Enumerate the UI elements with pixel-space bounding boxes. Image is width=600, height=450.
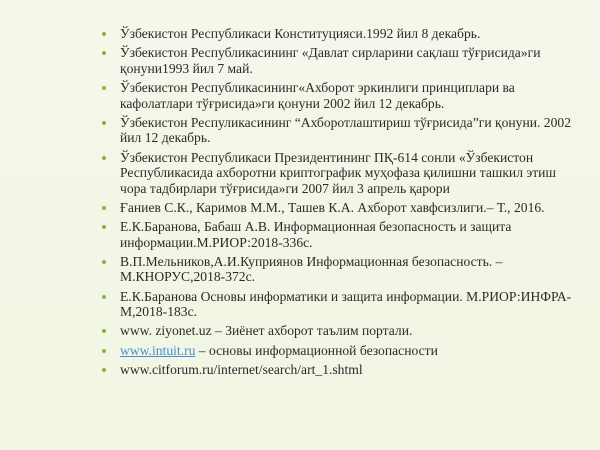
bullet-icon <box>102 295 106 299</box>
bullet-icon <box>102 86 106 90</box>
list-item <box>102 200 576 216</box>
bullet-icon <box>102 225 106 229</box>
intuit-link[interactable]: www.intuit.ru <box>120 342 196 358</box>
list-item <box>102 289 576 320</box>
bullet-icon <box>102 206 106 210</box>
reference-text: – основы информационной безопасности <box>195 342 438 358</box>
bullet-icon <box>102 121 106 125</box>
reference-text: Ғаниев С.К., Каримов М.М., Ташев К.А. Ахборот хавфсизлиги.– Т., 2016. <box>120 199 545 215</box>
reference-text: Е.К.Баранова Основы информатики и защита информации. М.РИОР:ИНФРА-М,2018-183с. <box>120 288 572 320</box>
list-item <box>102 150 576 197</box>
list-item <box>102 80 576 111</box>
reference-text: Ўзбекистон Республикасининг«Ахборот эркинлиги принциплари ва кафолатлари тўғрисида»ги қонуни 2002 йил 12 декабрь. <box>120 79 515 111</box>
reference-text: Е.К.Баранова, Бабаш А.В. Информационная безопасность и защита информации.М.РИОР:2018-336с. <box>120 219 512 250</box>
bullet-icon <box>102 156 106 160</box>
list-item <box>102 254 576 285</box>
list-item <box>102 219 576 250</box>
bullet-icon <box>102 329 106 333</box>
reference-text: Ўзбекистон Респуликасининг “Ахборотлаштириш тўғрисида”ги қонуни. 2002 йил 12 декабрь. <box>120 114 571 146</box>
list-item <box>102 26 576 42</box>
bullet-icon <box>102 368 106 372</box>
list-item <box>102 45 576 76</box>
list-item <box>102 115 576 146</box>
reference-text: Ўзбекистон Республикасининг «Давлат сирларини сақлаш тўғрисида»ги қонуни1993 йил 7 май. <box>120 45 541 76</box>
bullet-icon <box>102 349 106 353</box>
bullet-icon <box>102 32 106 36</box>
reference-text: www. ziyonet.uz – Зиёнет ахборот таълим портали. <box>120 323 413 339</box>
list-item <box>102 343 576 359</box>
list-item <box>102 362 576 378</box>
reference-text: Ўзбекистон Республикаси Президентининг ПҚ-614 сонли «Ўзбекистон Республикасида ахборотни криптографик муҳофаза қилишни ташкил этиш чора тадбирлари тўғрисида»ги 2007 йил 3 апрель қарори <box>120 149 556 196</box>
reference-text: Ўзбекистон Республикаси Конституцияси.1992 йил 8 декабрь. <box>120 26 481 41</box>
bullet-icon <box>102 260 106 264</box>
reference-text: В.П.Мельников,А.И.Куприянов Информационная безопасность. – М.КНОРУС,2018-372с. <box>120 253 503 285</box>
bullet-icon <box>102 51 106 55</box>
list-item <box>102 323 576 339</box>
reference-list <box>102 26 576 377</box>
reference-text: www.citforum.ru/internet/search/art_1.shtml <box>120 361 363 377</box>
